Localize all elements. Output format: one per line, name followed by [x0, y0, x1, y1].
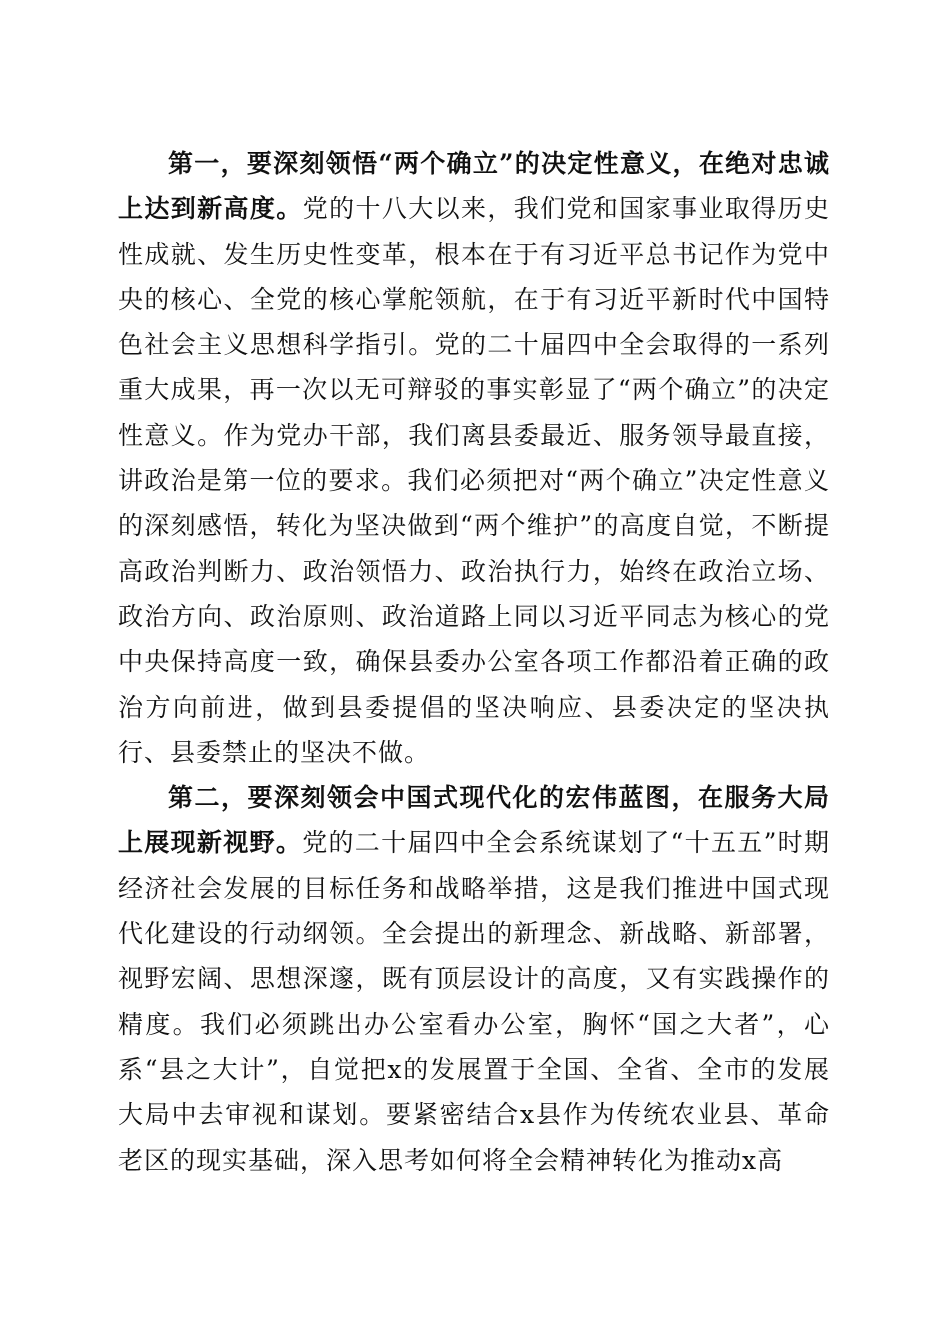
paragraph-2-body: 党的二十届四中全会系统谋划了“十五五”时期经济社会发展的目标任务和战略举措，这是我们推进中国式现代化建设的行动纲领。全会提出的新理念、新战略、新部署，视野宏阔、思想深邃，既有顶层设计的高度，又有实践操作的精度。我们必须跳出办公室看办公室，胸怀“国之大者”，心系“县之大计”，自觉把x的发展置于全国、全省、全市的发展大局中去审视和谋划。要紧密结合x县作为传统农业县、革命老区的现实基础，深入思考如何将全会精神转化为推动x高 — [118, 828, 830, 1175]
paragraph-1 — [118, 141, 830, 775]
document-body — [118, 141, 830, 1183]
paragraph-1-body: 党的十八大以来，我们党和国家事业取得历史性成就、发生历史性变革，根本在于有习近平总书记作为党中央的核心、全党的核心掌舵领航，在于有习近平新时代中国特色社会主义思想科学指引。党的二十届四中全会取得的一系列重大成果，再一次以无可辩驳的事实彰显了“两个确立”的决定性意义。作为党办干部，我们离县委最近、服务领导最直接，讲政治是第一位的要求。我们必须把对“两个确立”决定性意义的深刻感悟，转化为坚决做到“两个维护”的高度自觉，不断提高政治判断力、政治领悟力、政治执行力，始终在政治立场、政治方向、政治原则、政治道路上同以习近平同志为核心的党中央保持高度一致，确保县委办公室各项工作都沿着正确的政治方向前进，做到县委提倡的坚决响应、县委决定的坚决执行、县委禁止的坚决不做。 — [118, 194, 830, 767]
paragraph-1-lead: 第一，要深刻领悟“两个确立”的决定性意义，在绝对忠诚上达到新高度。 — [118, 149, 830, 224]
paragraph-2 — [118, 775, 830, 1183]
paragraph-2-lead: 第二，要深刻领会中国式现代化的宏伟蓝图，在服务大局上展现新视野。 — [118, 783, 830, 858]
